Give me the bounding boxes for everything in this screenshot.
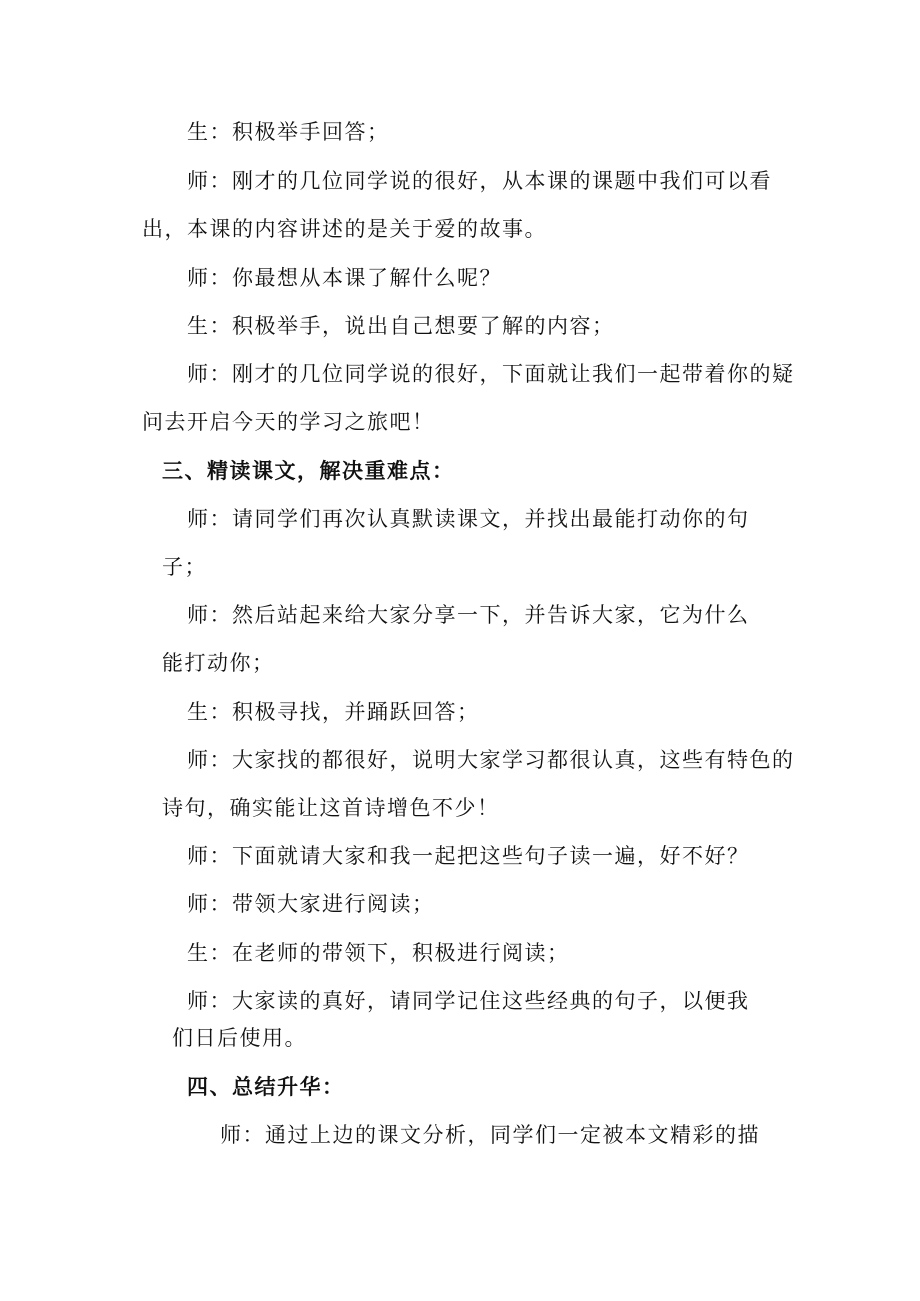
section-heading: 四、总结升华： — [187, 1074, 345, 1099]
paragraph-line: 师：然后站起来给大家分享一下，并告诉大家，它为什么 — [187, 603, 750, 627]
paragraph-line: 出，本课的内容讲述的是关于爱的故事。 — [142, 217, 547, 241]
paragraph-line: 生：积极寻找，并踊跃回答； — [187, 700, 480, 724]
paragraph-line: 师：带领大家进行阅读； — [187, 892, 435, 916]
paragraph-line: 师：你最想从本课了解什么呢？ — [187, 266, 502, 290]
paragraph-line: 诗句，确实能让这首诗增色不少！ — [162, 796, 500, 820]
paragraph-line: 子； — [162, 555, 207, 579]
paragraph-line: 师：大家找的都很好，说明大家学习都很认真，这些有特色的 — [187, 748, 795, 772]
paragraph-line: 师：大家读的真好，请同学记住这些经典的句子，以便我 — [187, 989, 750, 1013]
paragraph-line: 们日后使用。 — [172, 1026, 307, 1050]
section-heading: 三、精读课文，解决重难点： — [162, 458, 455, 483]
paragraph-line: 能打动你； — [162, 651, 275, 675]
paragraph-line: 师：刚才的几位同学说的很好，从本课的课题中我们可以看 — [187, 169, 772, 193]
paragraph-line: 师：下面就请大家和我一起把这些句子读一遍，好不好？ — [187, 844, 750, 868]
paragraph-line: 师：请同学们再次认真默读课文，并找出最能打动你的句 — [187, 507, 750, 531]
paragraph-line: 生：积极举手，说出自己想要了解的内容； — [187, 314, 615, 338]
paragraph-line: 师：刚才的几位同学说的很好，下面就让我们一起带着你的疑 — [187, 362, 795, 386]
paragraph-line: 问去开启今天的学习之旅吧！ — [142, 410, 435, 434]
paragraph-line: 生：积极举手回答； — [187, 120, 390, 144]
paragraph-line: 生：在老师的带领下，积极进行阅读； — [187, 941, 570, 965]
paragraph-line: 师：通过上边的课文分析，同学们一定被本文精彩的描 — [220, 1123, 760, 1147]
